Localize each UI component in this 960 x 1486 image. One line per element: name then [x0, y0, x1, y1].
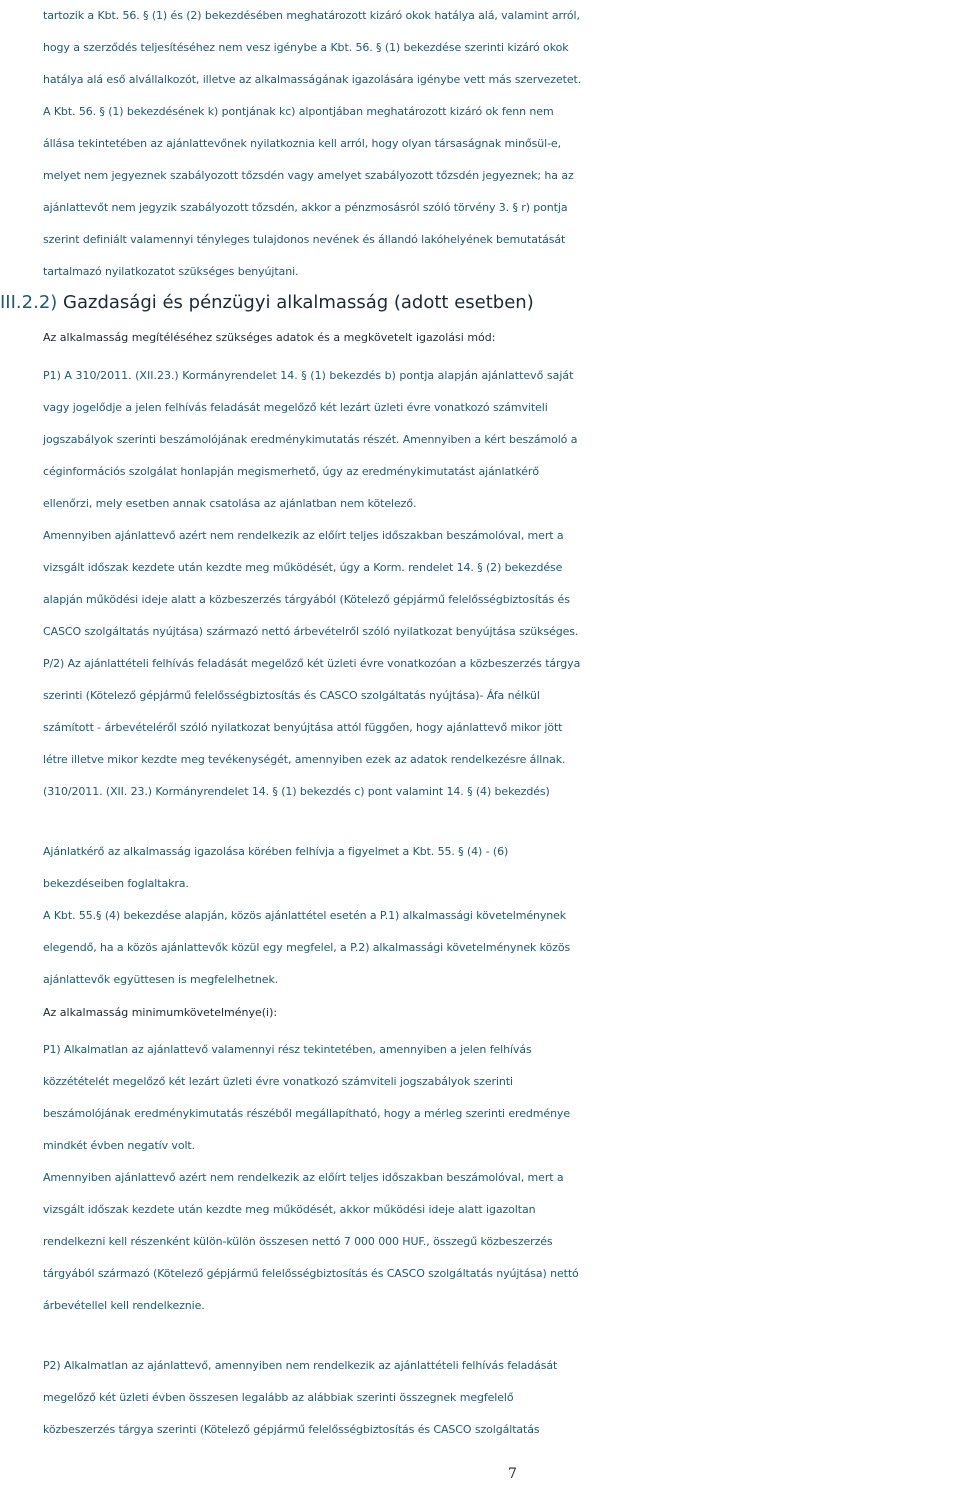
text-line: számított - árbevételéről szóló nyilatkozat benyújtása attól függően, hogy ajánlattevő mikor jött [43, 721, 563, 734]
text-line: közzétételét megelőző két lezárt üzleti évre vonatkozó számviteli jogszabályok szerinti [43, 1075, 513, 1088]
text-line: melyet nem jegyeznek szabályozott tőzsdén vagy amelyet szabályozott tőzsdén jegyeznek; ha az [43, 169, 574, 182]
text-line: ajánlattevők együttesen is megfelelhetnek. [43, 973, 279, 986]
text-line: tárgyából származó (Kötelező gépjármű felelősségbiztosítás és CASCO szolgáltatás nyújtása) nettó [43, 1267, 579, 1280]
minimum-p2-paragraph [43, 1350, 950, 1446]
text-line: P2) Alkalmatlan az ajánlattevő, amennyiben nem rendelkezik az ajánlattételi felhívás feladását [43, 1359, 558, 1372]
minimum-requirements-label-text: Az alkalmasság minimumkövetelménye(i): [43, 1006, 278, 1019]
text-line: szerint definiált valamennyi tényleges tulajdonos nevének és állandó lakóhelyének bemutatását [43, 233, 566, 246]
text-line: céginformációs szolgálat honlapján megismerhető, úgy az eredménykimutatást ajánlatkérő [43, 465, 539, 478]
text-line: közbeszerzés tárgya szerinti (Kötelező gépjármű felelősségbiztosítás és CASCO szolgáltatás [43, 1423, 540, 1436]
minimum-p1-paragraph [43, 1034, 950, 1322]
text-line: elegendő, ha a közös ajánlattevők közül egy megfelel, a P.2) alkalmassági követelménynek közös [43, 941, 571, 954]
text-line: vizsgált időszak kezdete után kezdte meg működését, úgy a Korm. rendelet 14. § (2) bekezdése [43, 561, 563, 574]
text-line: CASCO szolgáltatás nyújtása) származó nettó árbevételről szóló nyilatkozat benyújtása szükséges. [43, 625, 579, 638]
text-line: hatálya alá eső alvállalkozót, illetve az alkalmasságának igazolására igénybe vett más szervezetet. [43, 73, 582, 86]
text-line: bekezdéseiben foglaltakra. [43, 877, 189, 890]
text-line: Amennyiben ajánlattevő azért nem rendelkezik az előírt teljes időszakban beszámolóval, mert a [43, 529, 564, 542]
requirements-label-text: Az alkalmasság megítéléséhez szükséges adatok és a megkövetelt igazolási mód: [43, 331, 496, 344]
section-title: Gazdasági és pénzügyi alkalmasság (adott esetben) [63, 292, 534, 313]
text-line: szerinti (Kötelező gépjármű felelősségbiztosítás és CASCO szolgáltatás nyújtása)- Áfa nélkül [43, 689, 540, 702]
text-line: megelőző két üzleti évben összesen legalább az alábbiak szerinti összegnek megfelelő [43, 1391, 514, 1404]
text-line: vagy jogelődje a jelen felhívás feladását megelőző két lezárt üzleti évre vonatkozó számviteli [43, 401, 548, 414]
text-line: állása tekintetében az ajánlattevőnek nyilatkoznia kell arról, hogy olyan társaságnak minősül-e, [43, 137, 561, 150]
requirements-label [43, 322, 950, 354]
text-line: Ajánlatkérő az alkalmasság igazolása körében felhívja a figyelmet a Kbt. 55. § (4) - (6) [43, 845, 509, 858]
text-line: hogy a szerződés teljesítéséhez nem vesz igénybe a Kbt. 56. § (1) bekezdése szerinti kizáró okok [43, 41, 569, 54]
notice-paragraph [43, 836, 950, 996]
text-line: P1) Alkalmatlan az ajánlattevő valamennyi rész tekintetében, amennyiben a jelen felhívás [43, 1043, 532, 1056]
text-line: beszámolójának eredménykimutatás részéből megállapítható, hogy a mérleg szerinti eredménye [43, 1107, 571, 1120]
text-line: vizsgált időszak kezdete után kezdte meg működését, akkor működési ideje alatt igazoltan [43, 1203, 536, 1216]
text-line: (310/2011. (XII. 23.) Kormányrendelet 14. § (1) bekezdés c) pont valamint 14. § (4) bekezdés) [43, 785, 550, 798]
text-line: árbevétellel kell rendelkeznie. [43, 1299, 205, 1312]
text-line: alapján működési ideje alatt a közbeszerzés tárgyából (Kötelező gépjármű felelősségbiztosítás és [43, 593, 570, 606]
p1-proof-paragraph [43, 360, 950, 808]
text-line: jogszabályok szerinti beszámolójának eredménykimutatás részét. Amennyiben a kért beszámoló a [43, 433, 578, 446]
text-line: Amennyiben ajánlattevő azért nem rendelkezik az előírt teljes időszakban beszámolóval, mert a [43, 1171, 564, 1184]
text-line: ellenőrzi, mely esetben annak csatolása az ajánlatban nem kötelező. [43, 497, 417, 510]
text-line: P1) A 310/2011. (XII.23.) Kormányrendelet 14. § (1) bekezdés b) pontja alapján ajánlattevő saját [43, 369, 574, 382]
text-line: tartalmazó nyilatkozatot szükséges benyújtani. [43, 265, 299, 278]
text-line: A Kbt. 56. § (1) bekezdésének k) pontjának kc) alpontjában meghatározott kizáró ok fenn nem [43, 105, 554, 118]
minimum-requirements-label [43, 997, 950, 1029]
text-line: ajánlattevőt nem jegyzik szabályozott tőzsdén, akkor a pénzmosásról szóló törvény 3. § r) pontja [43, 201, 568, 214]
text-line: létre illetve mikor kezdte meg tevékenységét, amennyiben ezek az adatok rendelkezésre állnak. [43, 753, 566, 766]
text-line: P/2) Az ajánlattételi felhívás feladását megelőző két üzleti évre vonatkozóan a közbeszerzés tárgya [43, 657, 581, 670]
page-number: 7 [508, 1466, 517, 1482]
section-heading [0, 288, 534, 318]
text-line: rendelkezni kell részenként külön-külön összesen nettó 7 000 000 HUF., összegű közbeszerzés [43, 1235, 553, 1248]
section-id: III.2.2) [0, 292, 58, 313]
intro-paragraph [43, 0, 950, 288]
text-line: mindkét évben negatív volt. [43, 1139, 196, 1152]
text-line: A Kbt. 55.§ (4) bekezdése alapján, közös ajánlattétel esetén a P.1) alkalmassági követelménynek [43, 909, 567, 922]
text-line: tartozik a Kbt. 56. § (1) és (2) bekezdésében meghatározott kizáró okok hatálya alá, valamint arról, [43, 9, 580, 22]
